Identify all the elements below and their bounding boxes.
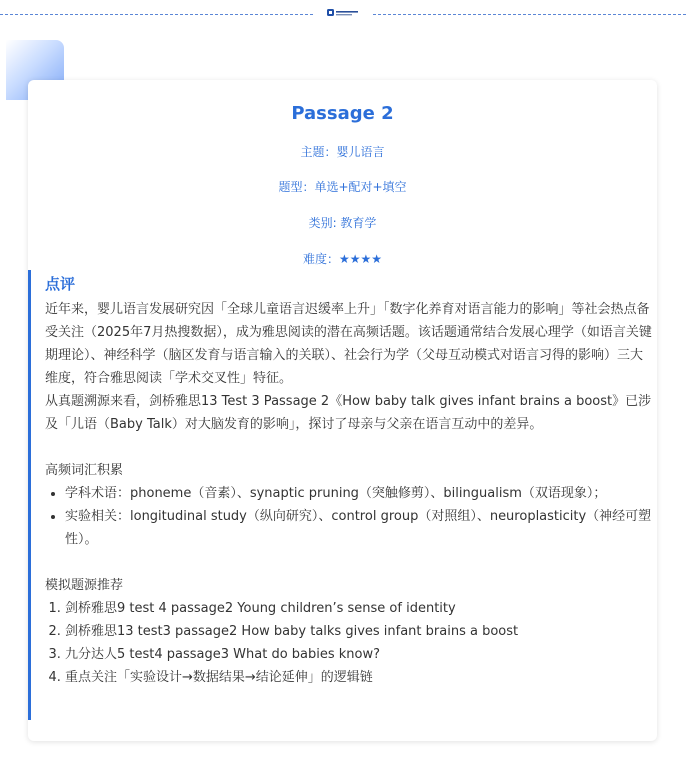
passage-question-types: 题型：单选+配对+填空	[278, 180, 407, 194]
source-item: 4. 重点关注「实验设计→数据结果→结论延伸」的逻辑链	[65, 666, 652, 689]
divider-right	[373, 14, 686, 15]
passage-category: 类别: 教育学	[308, 216, 377, 230]
passage-title: Passage 2	[291, 103, 394, 124]
review-paragraph: 近年来，婴儿语言发展研究因「全球儿童语言迟缓率上升」「数字化养育对语言能力的影响」等社会热点备受关注（2025年7月热搜数据），成为雅思阅读的潜在高频话题。该话题通常结合发展心理学（如语言关键期理论）、神经科学（脑区发育与语言输入的关联）、社会行为学（父母互动模式对语言习得的影响）三大维度，符合雅思阅读「学术交叉性」特征。	[45, 302, 652, 386]
source-item: 1. 剑桥雅思9 test 4 passage2 Young children’s sense of identity	[65, 597, 652, 620]
review-paragraph: 从真题溯源来看，剑桥雅思13 Test 3 Passage 2《How baby talk gives infant brains a boost》已涉及「儿语（Baby Talk）对大脑发育的影响」，探讨了母亲与父亲在语言互动中的差异。	[45, 394, 652, 432]
passage-topic: 主题：婴儿语言	[300, 145, 385, 159]
source-item: 2. 剑桥雅思13 test3 passage2 How baby talks gives infant brains a boost	[65, 620, 652, 643]
vocab-list	[45, 482, 652, 551]
vocab-item: • 学科术语：phoneme（音素）、synaptic pruning（突触修剪）、bilingualism（双语现象）；	[65, 482, 652, 505]
review-heading: 点评	[45, 275, 76, 293]
review-section	[28, 270, 660, 720]
passage-difficulty: 难度：★★★★	[302, 252, 383, 266]
divider-left	[0, 14, 313, 15]
vocab-label: 高频词汇积累	[45, 463, 124, 478]
sources-list	[45, 597, 652, 689]
sources-label: 模拟题源推荐	[45, 578, 124, 593]
brand-logo-icon	[326, 6, 360, 20]
spacer	[45, 551, 652, 574]
spacer	[45, 436, 652, 459]
source-item: 3. 九分达人5 test4 passage3 What do babies know?	[65, 643, 652, 666]
vocab-item: • 实验相关：longitudinal study（纵向研究）、control group（对照组）、neuroplasticity（神经可塑性）。	[65, 505, 652, 551]
